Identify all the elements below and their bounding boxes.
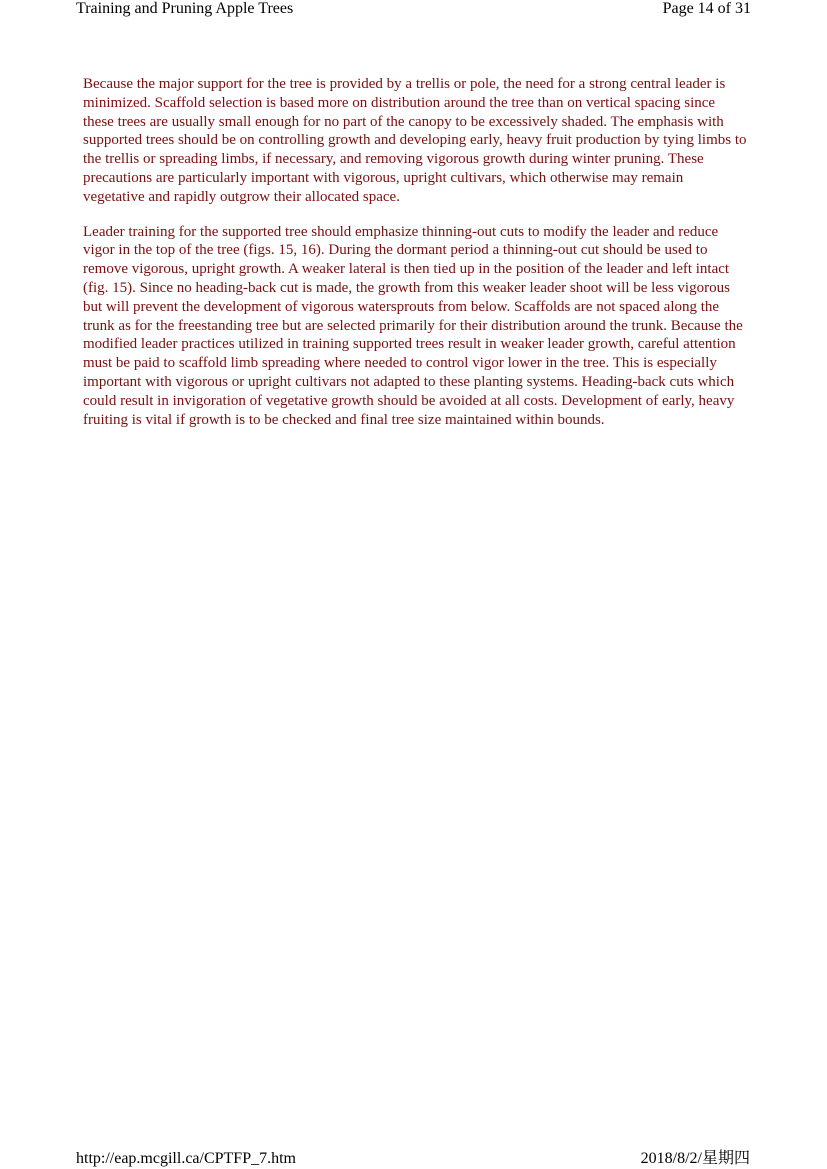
print-date: 2018/8/2/星期四 (640, 1150, 750, 1167)
document-title: Training and Pruning Apple Trees (76, 0, 294, 17)
print-header (0, 0, 827, 20)
page-url: http://eap.mcgill.ca/CPTFP_7.htm (76, 1150, 296, 1167)
paragraph-supported-trees: Because the major support for the tree is provided by a trellis or pole, the need for a strong central leader is minimized. Scaffold selection is based more on distribution around the tree than on vertical spacing since these trees are usually small enough for no part of the canopy to be excessively shaded. The emphasis with supported trees should be on controlling growth and developing early, heavy fruit production by tying limbs to the trellis or spreading limbs, if necessary, and removing vigorous growth during winter pruning. These precautions are particularly important with vigorous, upright cultivars, which otherwise may remain vegetative and rapidly outgrow their allocated space. (83, 76, 747, 205)
print-footer (0, 1148, 827, 1169)
paragraph-leader-training: Leader training for the supported tree should emphasize thinning-out cuts to modify the leader and reduce vigor in the top of the tree (figs. 15, 16). During the dormant period a thinning-out cut should be used to remove vigorous, upright growth. A weaker lateral is then tied up in the position of the leader and left intact (fig. 15). Since no heading-back cut is made, the growth from this weaker leader shoot will be less vigorous but will prevent the development of vigorous watersprouts from below. Scaffolds are not spaced along the trunk as for the freestanding tree but are selected primarily for their distribution around the trunk. Because the modified leader practices utilized in training supported trees result in weaker leader growth, careful attention must be paid to scaffold limb spreading where needed to control vigor lower in the tree. This is especially important with vigorous or upright cultivars not adapted to these planting systems. Heading-back cuts which could result in invigoration of vegetative growth should be avoided at all costs. Development of early, heavy fruiting is vital if growth is to be checked and final tree size maintained within bounds. (83, 223, 743, 428)
article-body (83, 75, 748, 445)
page-number: Page 14 of 31 (662, 0, 751, 17)
